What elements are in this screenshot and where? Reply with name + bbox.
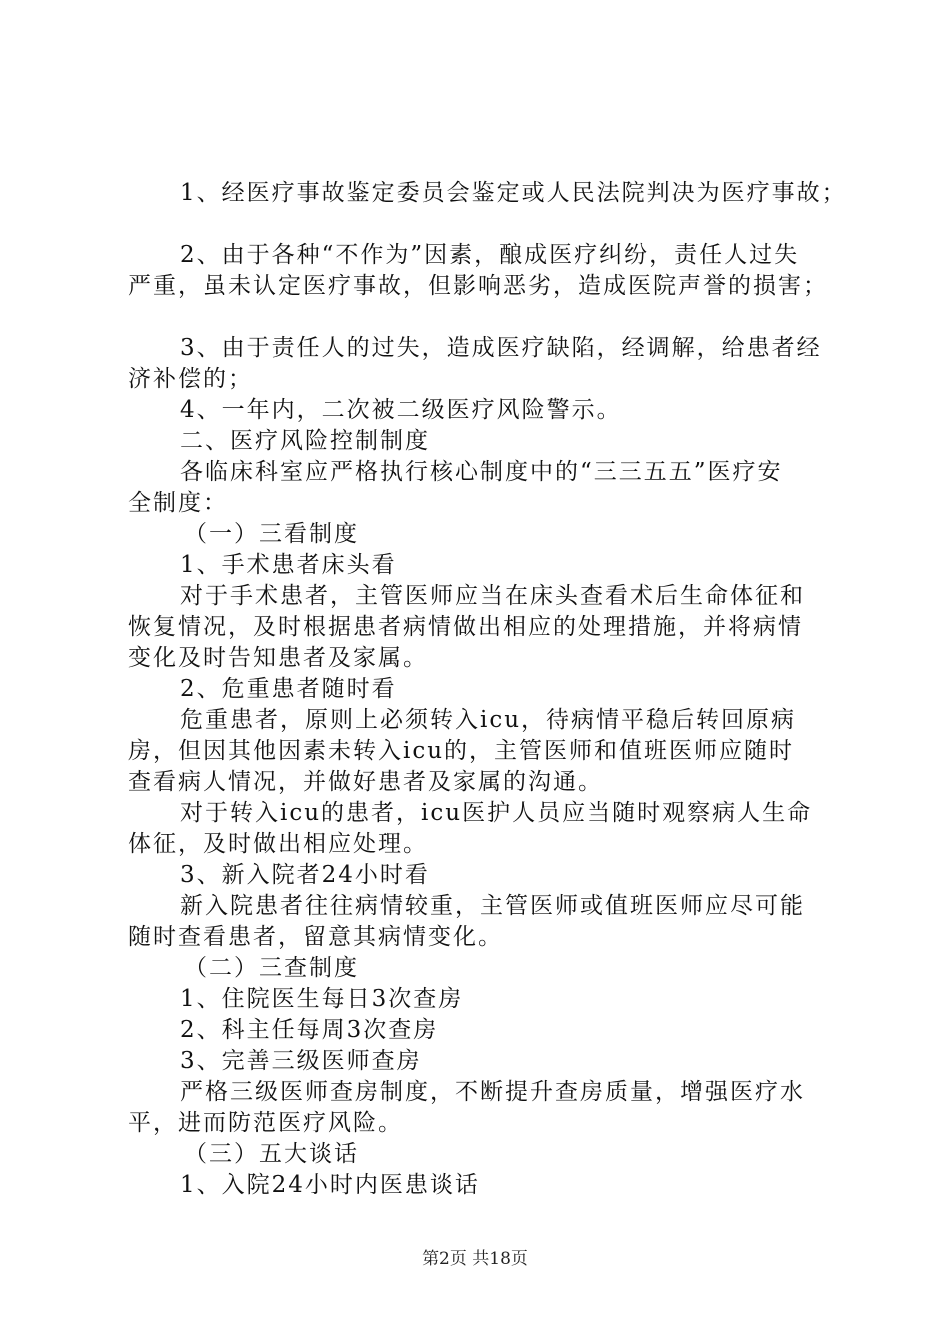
document-body	[128, 178, 847, 1201]
item-heading-surgery: 1、手术患者床头看	[180, 552, 397, 578]
subsection-heading-1: （一）三看制度	[184, 521, 359, 547]
section-heading-2: 二、医疗风险控制制度	[180, 428, 430, 454]
paragraph-critical-line-3: 查看病人情况，并做好患者及家属的沟通。	[128, 769, 603, 795]
paragraph-new-admission-line-1: 新入院患者往往病情较重，主管医师或值班医师应尽可能	[180, 893, 805, 919]
item-talk-admission: 1、入院24小时内医患谈话	[180, 1172, 480, 1198]
paragraph-new-admission-line-2: 随时查看患者，留意其病情变化。	[128, 924, 503, 950]
paragraph-surgery-line-2: 恢复情况，及时根据患者病情做出相应的处理措施，并将病情	[128, 614, 803, 640]
subsection-heading-2: （二）三查制度	[184, 955, 359, 981]
paragraph-item-2-line-1: 2、由于各种“不作为”因素，酿成医疗纠纷，责任人过失	[180, 242, 800, 268]
paragraph-item-3-line-2: 济补偿的；	[128, 366, 253, 392]
item-heading-new-admission: 3、新入院者24小时看	[180, 862, 430, 888]
paragraph-critical-line-1: 危重患者，原则上必须转入icu，待病情平稳后转回原病	[180, 707, 797, 733]
paragraph-rounds-line-2: 平，进而防范医疗风险。	[128, 1110, 403, 1136]
paragraph-item-4: 4、一年内，二次被二级医疗风险警示。	[180, 397, 622, 423]
subsection-heading-3: （三）五大谈话	[184, 1141, 359, 1167]
paragraph-item-2-line-2: 严重，虽未认定医疗事故，但影响恶劣，造成医院声誉的损害；	[128, 273, 828, 299]
paragraph-intro-line-1: 各临床科室应严格执行核心制度中的“三三五五”医疗安	[180, 459, 783, 485]
paragraph-intro-line-2: 全制度：	[128, 490, 228, 516]
paragraph-surgery-line-1: 对于手术患者，主管医师应当在床头查看术后生命体征和	[180, 583, 805, 609]
item-heading-critical: 2、危重患者随时看	[180, 676, 397, 702]
paragraph-rounds-line-1: 严格三级医师查房制度，不断提升查房质量，增强医疗水	[180, 1079, 805, 1105]
item-rounds-three-level: 3、完善三级医师查房	[180, 1048, 422, 1074]
paragraph-icu-line-2: 体征，及时做出相应处理。	[128, 831, 428, 857]
paragraph-icu-line-1: 对于转入icu的患者，icu医护人员应当随时观察病人生命	[180, 800, 813, 826]
paragraph-critical-line-2: 房，但因其他因素未转入icu的，主管医师和值班医师应随时	[128, 738, 795, 764]
paragraph-surgery-line-3: 变化及时告知患者及家属。	[128, 645, 428, 671]
paragraph-item-1: 1、经医疗事故鉴定委员会鉴定或人民法院判决为医疗事故；	[180, 180, 847, 206]
item-rounds-director: 2、科主任每周3次查房	[180, 1017, 439, 1043]
item-rounds-resident: 1、住院医生每日3次查房	[180, 986, 464, 1012]
paragraph-item-3-line-1: 3、由于责任人的过失，造成医疗缺陷，经调解，给患者经	[180, 335, 822, 361]
page-footer: 第2页 共18页	[422, 1249, 528, 1269]
